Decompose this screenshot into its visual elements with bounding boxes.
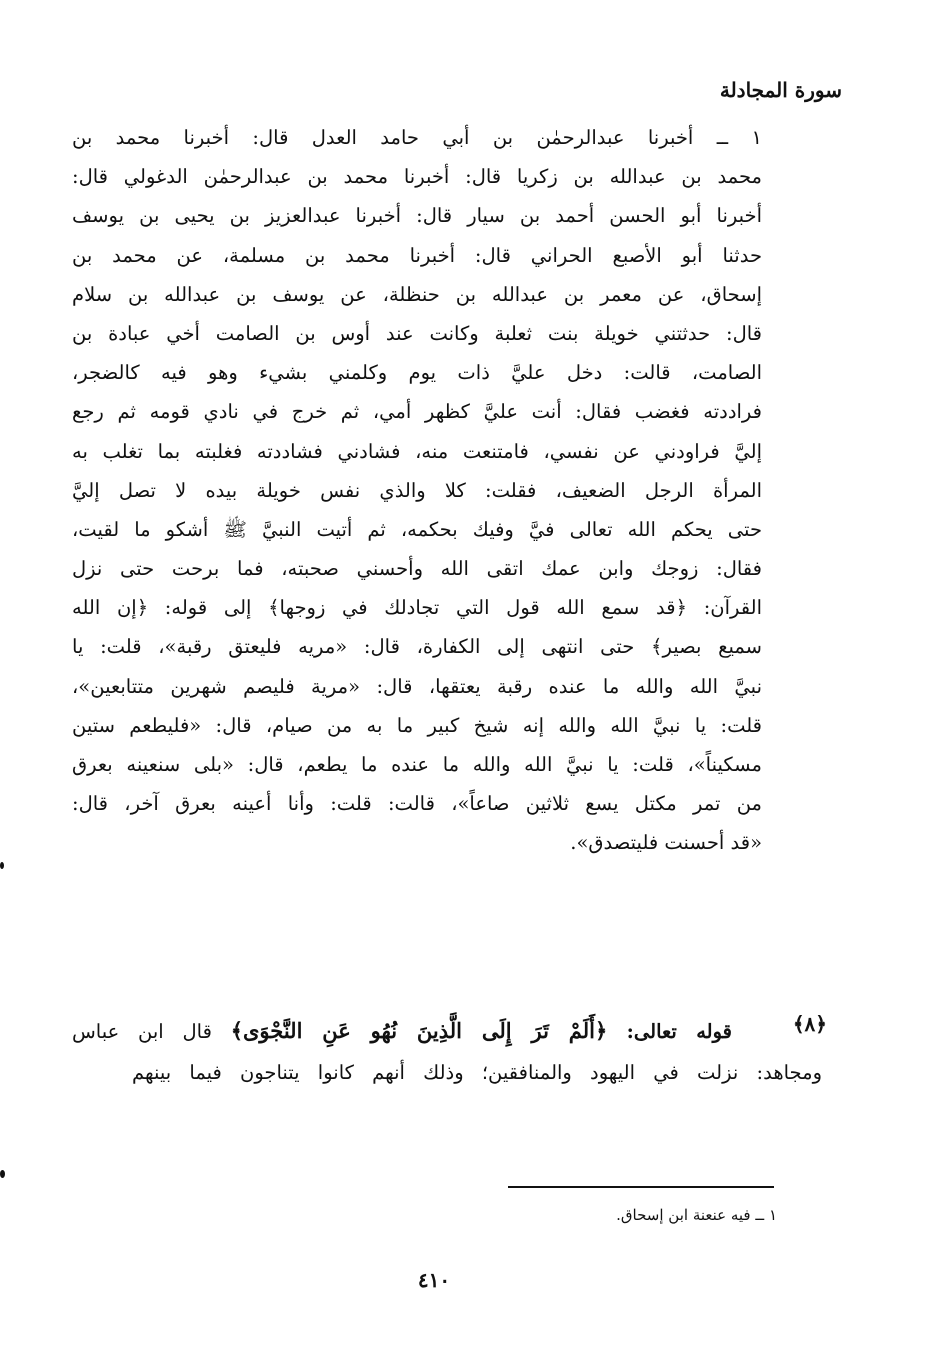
hadith-line: الصامت، قالت: دخل عليَّ ذات يوم وكلمني بشيء وهو فيه كالضجر،: [72, 361, 762, 385]
hadith-line: فقال: زوجك وابن عمك اتقى الله وأحسني صحبته، فما برحت حتى نزل: [72, 557, 762, 581]
verse-line-1: [72, 1010, 822, 1052]
hadith-line: إليَّ فراودني عن نفسي، فامتنعت منه، فشادني فشاددته فغلبته بما تغلب به: [72, 439, 762, 463]
verse-attribution: قال ابن عباس: [72, 1020, 231, 1043]
hadith-line: أخبرنا أبو الحسن أحمد بن سيار قال: أخبرنا عبدالعزيز بن يحيى بن يوسف: [72, 204, 762, 228]
hadith-line: قلت: يا نبيَّ الله والله إنه شيخ كبير ما به من صيام، قال: «فليطعم ستين: [72, 713, 762, 737]
footnote-separator: [508, 1186, 774, 1188]
hadith-line: نبيَّ الله والله ما عنده رقبة يعتقها، قال: «مرية فليصم شهرين متتابعين»،: [72, 674, 762, 698]
verse-commentary-block: [72, 1010, 822, 1094]
hadith-line: سميع بصير﴾ حتى انتهى إلى الكفارة، قال: «مريه فليعتق رقبة»، قلت: يا: [72, 635, 762, 659]
hadith-line: المرأة الرجل الضعيف، فقلت: كلا والذي نفس خويلة بيده لا تصل إليَّ: [72, 478, 762, 502]
page-number: ٤١٠: [417, 1268, 451, 1292]
hadith-line: فراددته فغضب فقال: أنت عليَّ كظهر أمي، ثم خرج في نادي قومه ثم رجع: [72, 400, 762, 424]
verse-intro: قوله تعالى:: [607, 1020, 732, 1043]
hadith-line: مسكيناً»، قلت: يا نبيَّ الله والله ما عنده ما يطعم، قال: «بلى سنعينه بعرق: [72, 753, 762, 776]
hadith-line: إسحاق، عن معمر بن عبدالله بن حنظلة، عن يوسف بن عبدالله بن سلام: [72, 282, 762, 306]
hadith-text-block: [72, 118, 762, 863]
hadith-line: القرآن: ﴿قد سمع الله قول التي تجادلك في زوجها﴾ إلى قوله: ﴿إن الله: [72, 596, 762, 620]
hadith-line: «قد أحسنت فليتصدق».: [570, 831, 762, 855]
hadith-line: حدثنا أبو الأصبع الحراني قال: أخبرنا محمد بن مسلمة، عن محمد بن: [72, 243, 762, 267]
margin-mark: [0, 1170, 5, 1178]
margin-mark: [0, 862, 4, 869]
verse-number: ﴿٨﴾: [792, 1012, 827, 1036]
hadith-line: قال: حدثتني خويلة بنت ثعلبة وكانت عند أوس بن الصامت أخي عبادة بن: [72, 321, 762, 345]
running-head: سورة المجادلة: [719, 78, 842, 102]
hadith-line: من تمر مكتل يسع ثلاثين صاعاً»، قالت: قلت: وأنا أعينه بعرق آخر، قال:: [72, 792, 762, 816]
hadith-line: محمد بن عبدالله بن زكريا قال: أخبرنا محمد بن عبدالرحمٰن الدغولي قال:: [72, 165, 762, 189]
footnote: ١ ــ فيه عنعنة ابن إسحاق.: [616, 1206, 777, 1224]
hadith-line: حتى يحكم الله تعالى فيَّ وفيك بحكمه، ثم أتيت النبيَّ ﷺ أشكو ما لقيت،: [72, 517, 762, 541]
verse-line-2: ومجاهد: نزلت في اليهود والمنافقين؛ وذلك أنهم كانوا يتناجون فيما بينهم: [132, 1061, 822, 1084]
quran-quote: ﴿أَلَمْ تَرَ إِلَى الَّذِينَ نُهُو عَنِ النَّجْوَى﴾: [230, 1018, 608, 1043]
hadith-line: ١ ــ أخبرنا عبدالرحمٰن بن أبي حامد العدل قال: أخبرنا محمد بن: [72, 126, 762, 149]
